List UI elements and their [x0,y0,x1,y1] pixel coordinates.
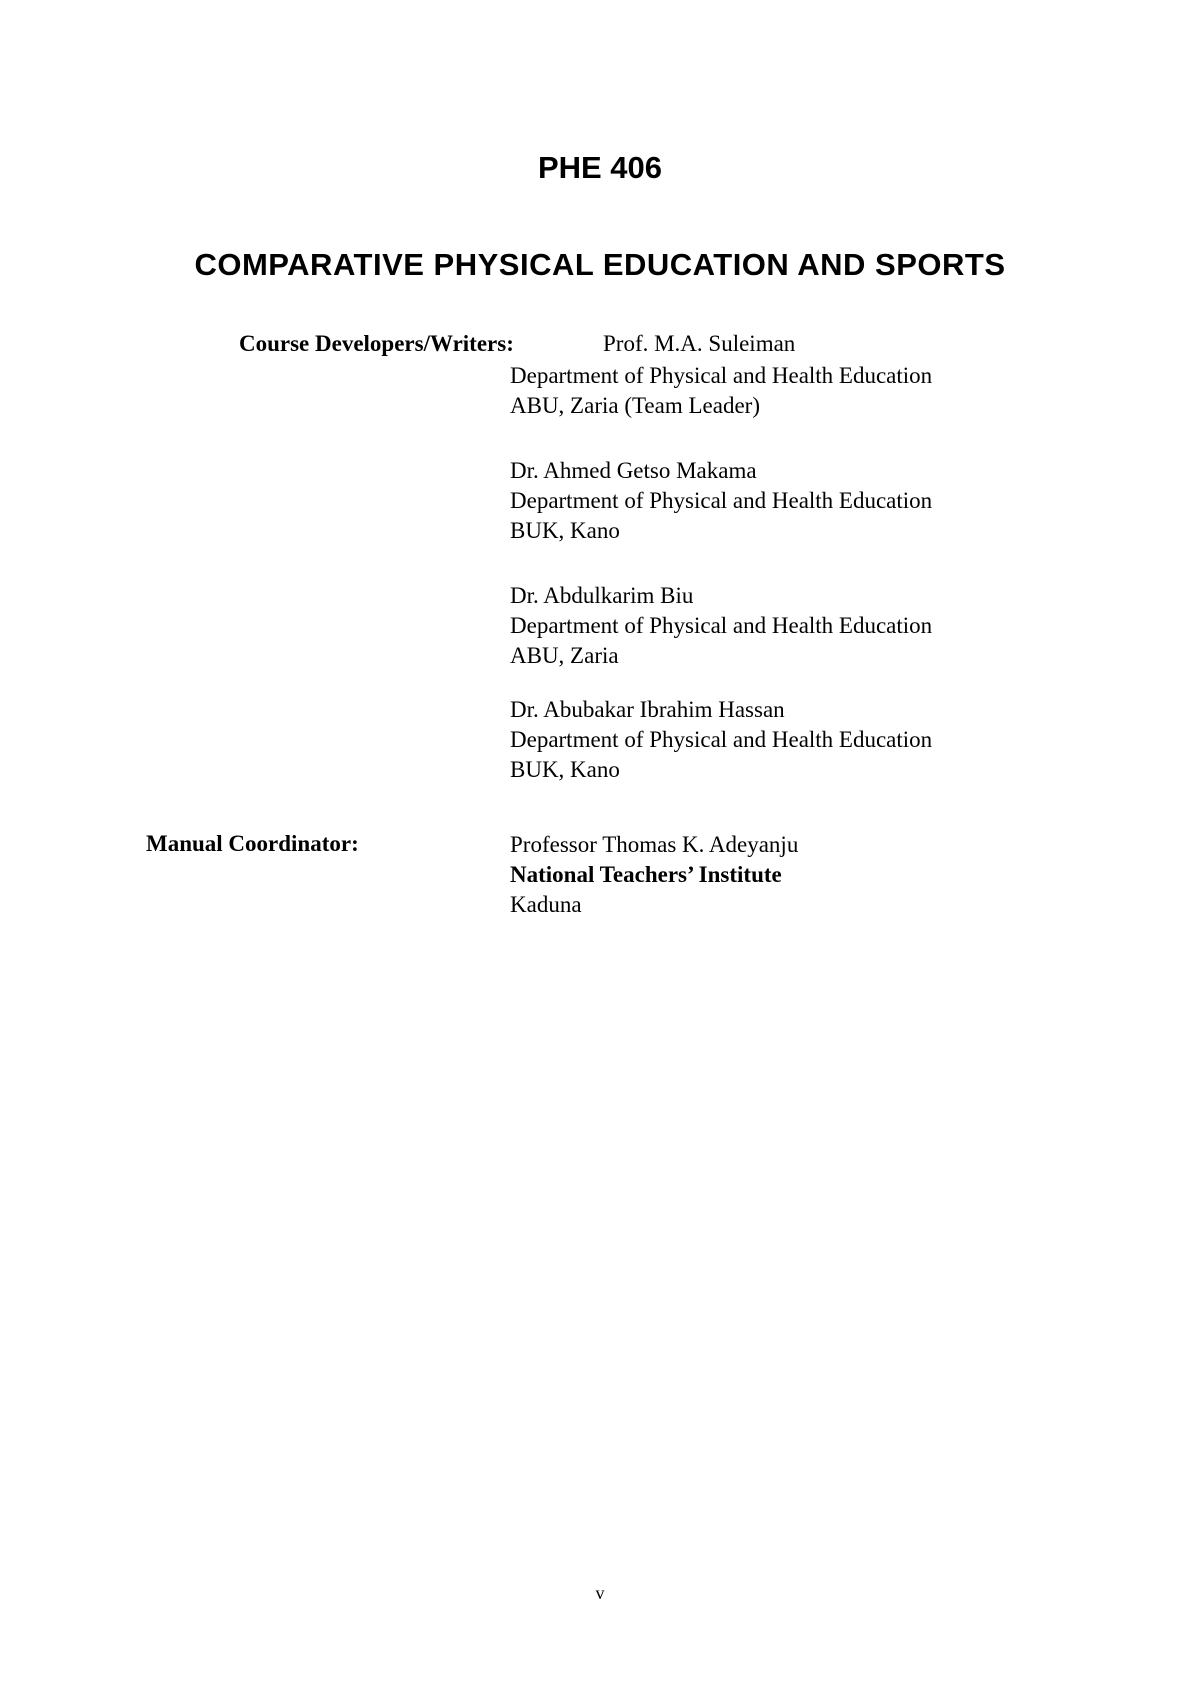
developer-entry [510,581,932,671]
developer-institution: BUK, Kano [510,757,620,782]
page-number: v [595,1583,605,1603]
developer-department: Department of Physical and Health Education [510,488,933,513]
developer-department: Department of Physical and Health Education [510,727,933,752]
developer-name: Prof. M.A. Suleiman [603,331,796,356]
developer-name: Dr. Ahmed Getso Makama [510,458,757,483]
course-code: PHE 406 [537,150,663,185]
developer-entry [510,695,932,785]
coordinator-entry [510,830,798,920]
coordinator-organization: National Teachers’ Institute [510,862,782,887]
developer-institution: ABU, Zaria (Team Leader) [510,393,760,418]
developer-institution: BUK, Kano [510,518,620,543]
course-title: COMPARATIVE PHYSICAL EDUCATION AND SPORTS [194,247,1006,282]
developer-entry [510,361,932,421]
coordinator-city: Kaduna [510,892,582,917]
developer-department: Department of Physical and Health Education [510,613,933,638]
developers-label: Course Developers/Writers: [239,331,514,356]
developer-institution: ABU, Zaria [510,643,619,668]
developer-department: Department of Physical and Health Education [510,363,933,388]
developer-name: Dr. Abubakar Ibrahim Hassan [510,697,785,722]
coordinator-name: Professor Thomas K. Adeyanju [510,832,799,857]
developer-name: Dr. Abdulkarim Biu [510,583,694,608]
coordinator-label: Manual Coordinator: [146,831,359,856]
developer-entry [510,456,932,546]
